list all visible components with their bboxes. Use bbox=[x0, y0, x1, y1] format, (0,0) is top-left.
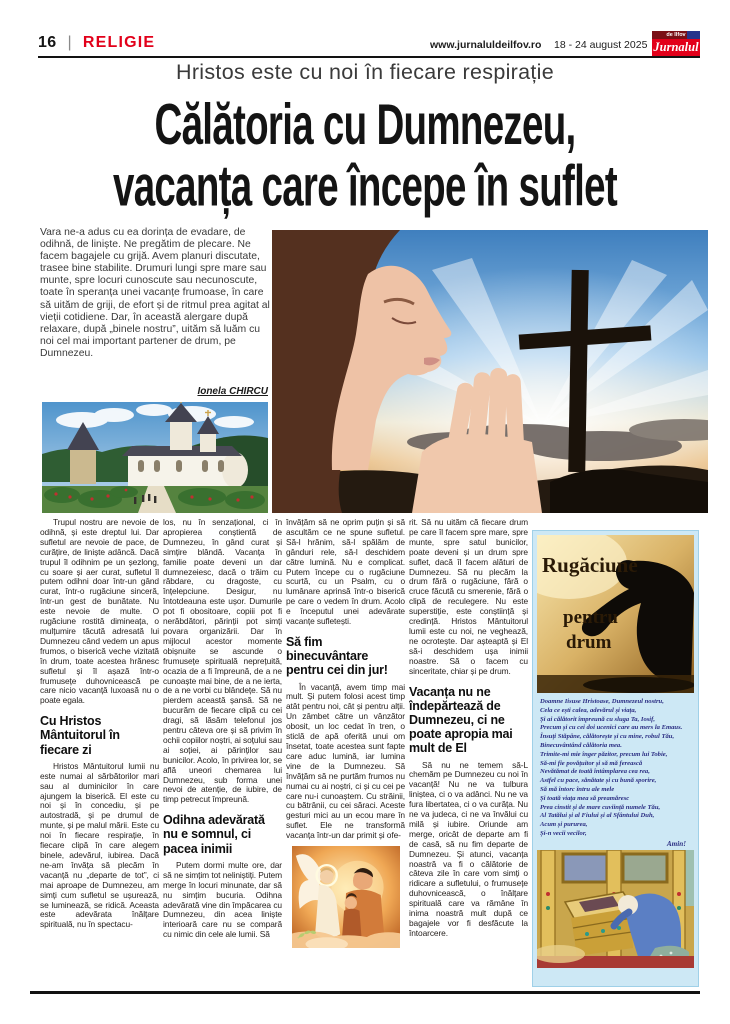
article-subheading-3: Să fim binecuvântare pentru cei din jur! bbox=[286, 634, 388, 678]
headline-line2: vacanța care începe în suflet bbox=[113, 153, 617, 218]
sidebar-title-line2: pentru bbox=[563, 607, 618, 628]
article-column-3 bbox=[286, 518, 405, 993]
sidebar-title-line3: drum bbox=[566, 632, 612, 653]
prayer-line: Nevătămat de toată întâmplarea cea rea, bbox=[540, 768, 650, 776]
prayer-line: Să-mi fie povățuitor și să mă ferească bbox=[540, 759, 643, 767]
prayer-line: Precum și cu cei doi ucenici care au mers la Emaus. bbox=[540, 724, 683, 732]
prayer-line: Și toată viața mea să preamăresc bbox=[540, 794, 630, 802]
page-header bbox=[38, 30, 700, 57]
woman-bowing-icon-photo bbox=[537, 850, 694, 968]
logo-ribbon: de Ilfov bbox=[652, 31, 700, 39]
logo-title: Jurnalul bbox=[652, 39, 700, 57]
prayer-line: Însuți Stăpâne, călătorește și cu mine, robul Tău, bbox=[540, 733, 675, 741]
article-paragraph: învățăm să ne oprim puțin și să ascultăm ce ne spune sufletul. Să-l hrănim, să-l spălăm de gânduri rele, să-l deschidem către lumină. Nu e complicat. Putem începe cu o rugăciune scurtă, cu un Psalm, cu o lumânare aprinsă într-o biserică pe care o vedem în drum. Acolo e începutul unei adevărate vacanțe sufletești. bbox=[286, 518, 405, 627]
prayer-line: Trimite-mi mie înger păzitor, precum lui Tobie, bbox=[540, 750, 668, 758]
article-paragraph: Trupul nostru are nevoie de odihnă, și este dreptul lui. Dar sufletul are nevoie de pace, de curățire, de liniște adâncă. Dacă trupul îl odihnim pe un șezlong, cu soare și aer curat, sufletul îl putem odihni doar într-un gând curat, într-o rugăciune sinceră, într-un gest de bunătate. Nu este nevoie de multe. O rugăciune rostită dimineața, o mulțumire tăcută adresată lui Dumnezeu când vedem un apus frumos, o biserică veche vizitată în drum, toate acestea hrănesc sufletul și îl așază într-o frumusețe duhovnicească pe care nicio vacanță luxoasă nu o poate egala. bbox=[40, 518, 159, 706]
prayer-text bbox=[537, 693, 694, 840]
article-subheading-2: Odihna adevărată nu e somnul, ci pacea inimii bbox=[163, 813, 265, 856]
byline: Ionela CHIRCU bbox=[197, 386, 268, 397]
header-rule bbox=[38, 56, 700, 58]
website-text: www.jurnaluldeilfov.ro bbox=[430, 39, 542, 51]
intro-paragraph: Vara ne-a adus cu ea dorința de evadare, de odihnă, de liniște. Ne pregătim de plecare. Ne facem bagajele cu grijă. Avem planuri discutate, trasee bine stabilite. Drumuri lungi spre mare sau munte, spre locuri cunoscute sau necunoscute, toate în speranța unei vacanțe frumoase, în care să uităm de griji, de efort și de ritmul prea agitat al vieții cotidiene. Dar, în această alergare după relaxare, după „binele nostru”, uităm să luăm cu noi cel mai important partener de drum, pe Dumnezeu. bbox=[40, 227, 270, 359]
prayer-line: Doamne Iisuse Hristoase, Dumnezeul nostru, bbox=[540, 698, 664, 705]
article-column-4 bbox=[409, 518, 528, 993]
section-label bbox=[38, 34, 155, 52]
prayer-line: Și ai călătorit împreună cu sluga Ta, Iosif, bbox=[540, 715, 655, 723]
article-paragraph: los, nu în senzațional, ci în apropierea conștientă de Dumnezeu, în gând curat și simțire blândă. Vacanța în familie poate deveni un dar dumnezeiesc, dacă o trăim cu răbdare, cu dragoste, cu înțelepciune. Desigur, nu întotdeauna este ușor. Dumurile pot fi obositoare, copiii pot fi nerăbdători, părinții pot simți povara organizării. Dar în mijlocul acestor momente obișnuite se ascunde o frumusețe spirituală neprețuită, ocazia de a fi împreună, de a ne cunoaște mai bine, de a ne ierta, de a ne vorbi cu blândețe. Să nu pierdem această șansă. Să ne bucurăm de fiecare clipă cu cei dragi, să lăsăm telefonul jos pentru câteva ore și să privim în ochii copiilor noștri, ai soțului sau ai soției, ai părinților sau bunicilor. Acolo, în privirea lor, se află uneori chemarea lui Dumnezeu, sub forma unei nevoi de atenție, de iubire, de timp petrecut împreună. bbox=[163, 518, 282, 805]
jurnalul-logo bbox=[652, 31, 700, 57]
kicker: Hristos este cu noi în fiecare respirație bbox=[176, 60, 554, 84]
prayer-line: Și-n vecii vecilor, bbox=[540, 829, 587, 837]
section-name: RELIGIE bbox=[82, 34, 156, 51]
prayer-line: Cela ce ești calea, adevărul și viața, bbox=[540, 706, 637, 714]
prayer-line: Prea cinstit și de mare cuviință numele Tău, bbox=[540, 803, 661, 811]
headline bbox=[110, 91, 621, 218]
bottom-rule bbox=[30, 991, 700, 994]
article-paragraph: rit. Să nu uităm că fiecare drum pe care îl facem spre mare, spre munte, spre satul bunicilor, poate deveni și un drum spre suflet, dacă îl facem alături de Dumnezeu. Să nu plecăm la drum fără o rugăciune, fără o cruce făcută cu smerenie, fără o clipă de reculegere. Nu este superstiție, este conștiință și credință. Hristos Mântuitorul lumii este cu noi, ne veghează, ne ocrotește. Dar așteaptă și El să-i deschidem ușa inimii noastre. Să o facem cu sinceritate, chiar și pe drum. bbox=[409, 518, 528, 676]
headline-line1: Călătoria cu Dumnezeu, bbox=[154, 91, 576, 157]
monastery-photo bbox=[42, 402, 268, 513]
praying-woman-cross-photo bbox=[272, 230, 708, 513]
separator: | bbox=[67, 34, 73, 51]
article-subheading-4: Vacanța nu ne îndepărtează de Dumnezeu, ci ne poate apropia mai mult de El bbox=[409, 684, 513, 756]
prayer-sidebar bbox=[532, 530, 699, 987]
prayer-line: Binecuvântând călătoria mea. bbox=[540, 741, 622, 749]
article-column-2 bbox=[163, 518, 282, 993]
page-number: 16 bbox=[38, 34, 57, 51]
prayer-line: Acum și pururea, bbox=[540, 821, 588, 829]
prayer-line: Astfel cu pace, sănătate și cu bună sporire, bbox=[540, 777, 657, 785]
prayer-line: Să mă întorc întru ale mele bbox=[540, 785, 615, 793]
article-subheading-1: Cu Hristos Mântuitorul în fiecare zi bbox=[40, 714, 120, 757]
article-paragraph: În vacanță, avem timp mai mult. Și putem folosi acest timp atât pentru noi, cât și pentru alții. Un zâmbet către un vânzător obosit, un loc cedat în tren, o sticlă de apă oferită unui om însetat, toate acestea sunt fapte care aduc lumină, iar lumina vine de la Dumnezeu. Să învățăm să ne purtăm frumos nu numai cu ai noștri, ci și cu cei pe care nu-i cunoaștem. Cu străinii, cu bătrânii, cu cei săraci. Aceste gesturi mici au un ecou mare în suflet. Ele ne transformă vacanța într-un dar primit și ofe- bbox=[286, 681, 405, 841]
article-paragraph: Să nu ne temem să-L chemăm pe Dumnezeu cu noi în vacanță! Nu ne va tulbura liniștea, ci o va adânci. Nu ne va fura libertatea, ci o va curăța. Nu ne va judeca, ci ne va învălui cu milă și iubire. Oriunde am merge, oricât de departe am fi de casă, să nu fim departe de Dumnezeu. Și atunci, vacanța noastră va fi o călătorie de câteva zile în care vom simți o ridicare a sufletului, o frumusețe duhovnicească, o înălțare spirituală care va rămâne în inima noastră mult după ce bagajele vor fi desfăcute la întoarcere. bbox=[409, 759, 528, 938]
article-column-1 bbox=[40, 518, 159, 993]
article-paragraph: Putem dormi multe ore, dar să ne simțim tot neliniștiți. Putem merge în locuri minunate, dar să nu simțim bucuria. Odihna adevărată vine din împăcarea cu Dumnezeu, din acea liniște interioară care nu se compară cu nimic din cele ale lumii. Să bbox=[163, 859, 282, 940]
guardian-angel-photo bbox=[292, 846, 400, 948]
issue-date: 18 - 24 august 2025 bbox=[554, 39, 648, 51]
prayer-line: Al Tatălui și al Fiului și al Sfântului Duh, bbox=[540, 812, 655, 820]
prayer-amen: Amin! bbox=[666, 839, 686, 848]
article-paragraph: Hristos Mântuitorul lumii nu este numai al sărbătorilor mari sau al duminicilor în care ajungem la biserică. El este cu noi și în concediu, și pe autostradă, și pe drumul de munte, și pe malul mării. Este cu noi în fiecare respirație, în fiecare clipă în care alegem binele, adevărul, iubirea. Dacă ne-am învăța să plecăm în vacanță nu „departe de tot”, ci mai aproape de Dumnezeu, am simți cum sufletul se ușurează, se luminează, se ridică. Aceasta este adevărata înălțare spirituală, nu în spectacu- bbox=[40, 760, 159, 930]
sidebar-title-line1: Rugăciune bbox=[542, 553, 638, 577]
